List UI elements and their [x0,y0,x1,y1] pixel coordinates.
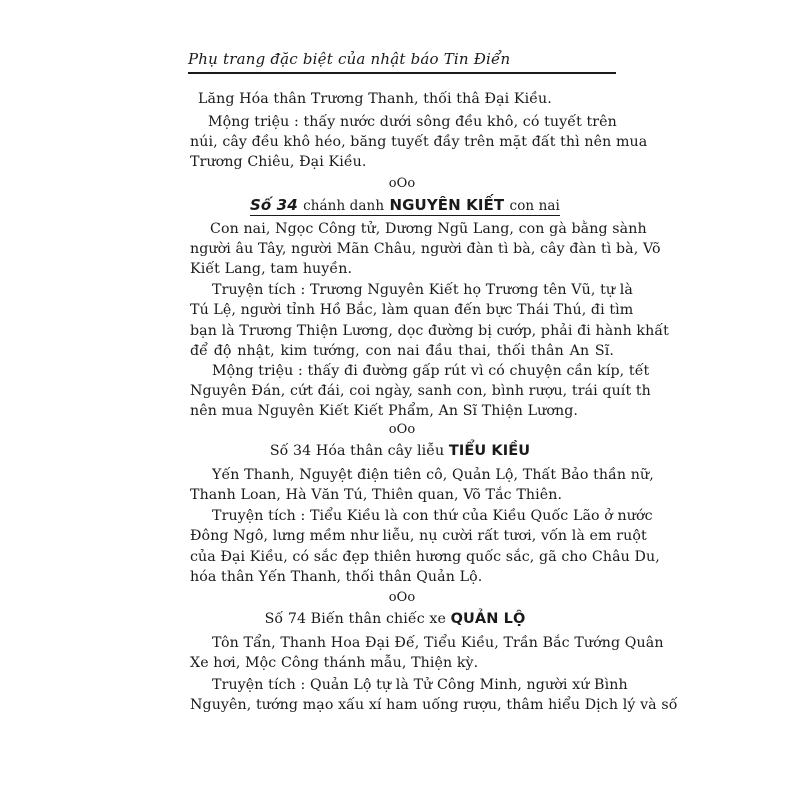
prev-line-4: Trương Chiêu, Đại Kiều. [190,154,367,170]
section-74-line-4: Nguyên, tướng mạo xấu xí ham uống rượu, thâm hiểu Dịch lý và số [190,697,678,713]
section-34b-line-5: của Đại Kiều, có sắc đẹp thiên hương quốc sắc, gã cho Châu Du, [190,549,660,565]
section-74-name: QUẢN LỘ [450,611,526,627]
section-34b-line-6: hóa thân Yến Thanh, thối thân Quản Lộ. [190,569,483,585]
separator: oOo [388,590,416,605]
section-34a-line-3: Kiết Lang, tam huyền. [190,261,353,277]
section-34a-line-1: Con nai, Ngọc Công tử, Dương Ngũ Lang, con gà bằng sành [210,221,647,237]
section-34b-name: TIỂU KIỀU [448,443,531,459]
section-74-line-1: Tôn Tẩn, Thanh Hoa Đại Đế, Tiểu Kiều, Trần Bắc Tướng Quân [212,635,664,651]
prev-line-2: Mộng triệu : thấy nước dưới sông đều khô, có tuyết trên [208,114,617,130]
section-74-prefix: Số 74 Biến thân chiếc xe [264,611,446,627]
section-34a-tail: con nai [509,198,560,214]
section-34a-number: Số 34 [250,196,298,214]
section-34b-heading [250,442,550,460]
section-34b-prefix: Số 34 Hóa thân cây liễu [269,443,445,459]
prev-line-3: núi, cây đều khô héo, băng tuyết đầy trên mặt đất thì nên mua [190,134,648,150]
section-34a-line-2: người âu Tây, người Mãn Châu, người đàn tì bà, cây đàn tì bà, Võ [190,241,661,257]
section-34a-mid: chánh danh [303,198,385,214]
page-header: Phụ trang đặc biệt của nhật báo Tin Điển [188,50,616,74]
section-74-line-3: Truyện tích : Quản Lộ tự là Tử Công Minh, người xứ Bình [212,677,628,693]
separator: oOo [388,422,416,437]
section-34a-name: NGUYÊN KIẾT [389,196,505,214]
section-34b-line-3: Truyện tích : Tiểu Kiều là con thứ của Kiều Quốc Lão ở nước [212,508,653,524]
section-74-line-2: Xe hơi, Mộc Công thánh mẫu, Thiện kỳ. [190,655,479,671]
section-34a-line-10: nên mua Nguyên Kiết Kiết Phẩm, An Sĩ Thiện Lương. [190,403,579,419]
section-34b-line-2: Thanh Loan, Hà Văn Tú, Thiên quan, Võ Tắc Thiên. [190,487,563,503]
section-34a-line-6: bạn là Trương Thiện Lương, dọc đường bị cướp, phải đi hành khất [190,323,669,339]
section-34a-line-7: để độ nhật, kim tướng, con nai đầu thai, thối thân An Sĩ. [190,343,614,359]
section-34b-line-1: Yến Thanh, Nguyệt điện tiên cô, Quản Lộ, Thất Bảo thần nữ, [212,467,654,483]
section-74-heading [240,610,550,628]
section-34b-line-4: Đông Ngô, lưng mềm như liễu, nụ cười rất tươi, vốn là em ruột [190,528,647,544]
separator: oOo [388,176,416,191]
section-34a-line-9: Nguyên Đán, cứt đái, coi ngày, sanh con, bình rượu, trái quít th [190,383,651,399]
section-34a-line-4: Truyện tích : Trương Nguyên Kiết họ Trương tên Vũ, tự là [212,282,633,298]
section-34a-line-5: Tú Lệ, người tỉnh Hồ Bắc, làm quan đến bực Thái Thú, đi tìm [190,302,634,318]
section-34a-line-8: Mộng triệu : thấy đi đường gấp rút vì có chuyện cần kíp, tết [212,363,650,379]
prev-line-1: Lăng Hóa thân Trương Thanh, thối thâ Đại Kiều. [198,91,552,107]
section-34a-heading [240,196,570,215]
